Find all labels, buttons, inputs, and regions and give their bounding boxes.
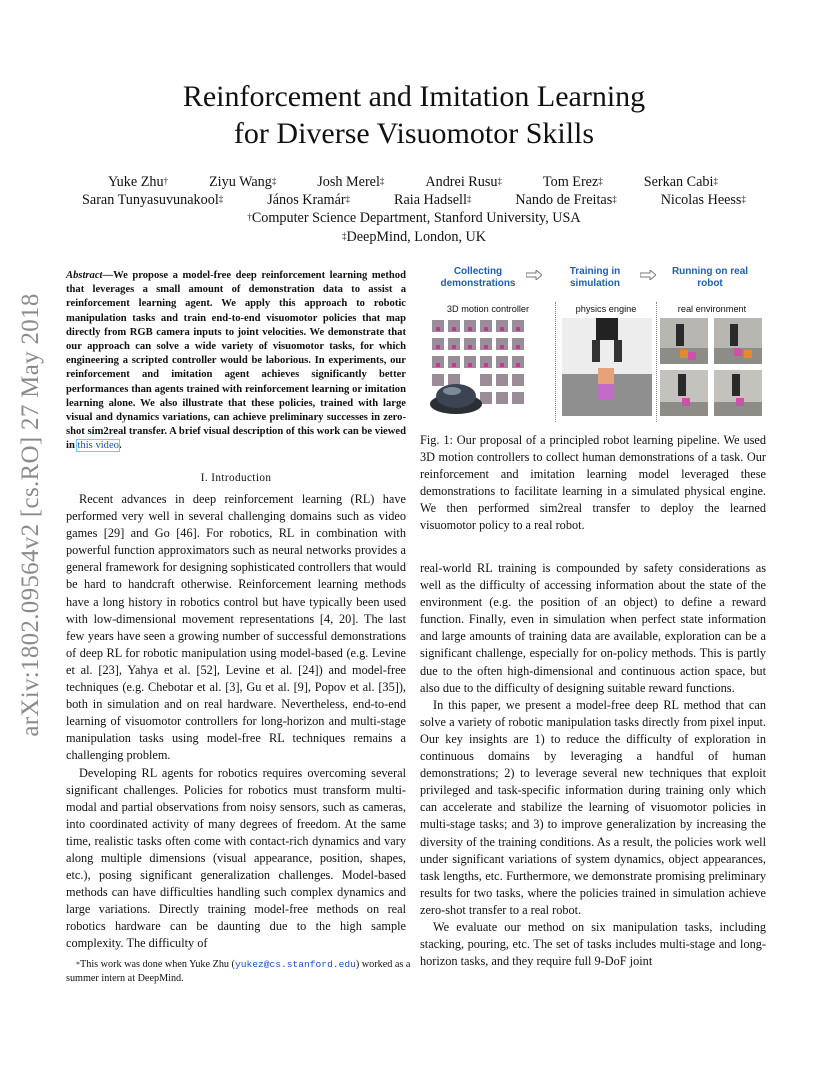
abstract: Abstract—We propose a model-free deep reinforcement learning method that leverages a small amount of demonstration data to assist a reinforcement learning agent. We apply this approach to robotic manipulation tasks and train end-to-end visuomotor policies that map directly from RGB camera inputs to joint velocities. We demonstrate that our approach can solve a wide variety of visuomotor tasks, for which engineering a scripted controller would be laborious. In experiments, our reinforcement and imitation agent achieves significantly better performances than agents trained with reinforcement learning or imitation learning alone. We also illustrate that these policies, trained with large visual and dynamics variations, can achieve preliminary successes in zero-shot sim2real transfer. A brief visual description of this work can be viewed in this video. (66, 270, 406, 452)
author: Ziyu Wang‡ (209, 174, 277, 190)
stage-running-on-real-robot: Running on real robot (671, 266, 749, 289)
abstract-label: Abstract (66, 270, 103, 281)
author-row-1 (108, 173, 718, 191)
real-robot-image (660, 318, 764, 416)
paper-title (0, 78, 828, 152)
affiliation-deepmind: ‡DeepMind, London, UK (342, 229, 486, 245)
author: Serkan Cabi‡ (643, 174, 718, 190)
abstract-text: —We propose a model-free deep reinforcement learning method that leverages a small amount of demonstration data to assist a reinforcement learning agent. We apply this approach to robotic manipulation tasks and train end-to-end visuomotor policies that map directly from RGB camera inputs to joint velocities. We demonstrate that our approach can solve a wide variety of visuomotor tasks, for which engineering a scripted controller would be laborious. In experiments, our reinforcement and imitation agent achieves significantly better performances than agents trained with reinforcement learning or imitation learning alone. We also illustrate that these policies, trained with large visual and dynamics variations, can achieve preliminary successes in zero-shot sim2real transfer. A brief visual description of this work can be viewed in (66, 270, 406, 452)
author: Andrei Rusu‡ (425, 174, 502, 190)
stage-training-in-simulation: Training in simulation (569, 266, 621, 289)
author: Saran Tunyasuvunakool‡ (82, 192, 224, 208)
right-column-body (420, 560, 766, 970)
footnote: *This work was done when Yuke Zhu (yukez@cs.stanford.edu) worked as a summer intern at DeepMind. (66, 959, 411, 984)
affiliation-stanford: †Computer Science Department, Stanford University, USA (247, 210, 581, 226)
author: Nicolas Heess‡ (660, 192, 746, 208)
simulation-image (562, 318, 652, 416)
section-heading-introduction: I. Introduction (200, 472, 272, 484)
label-real-environment: real environment (677, 304, 747, 314)
divider (656, 302, 657, 422)
author-row-2 (82, 191, 746, 209)
paragraph: Developing RL agents for robotics requires overcoming several significant challenges. Policies for robotics must transform multi-modal and partial observations from noisy sensors, such as cameras, into coordinated activity of many degrees of freedom. At the same time, realistic tasks often come with contact-rich dynamics and vary along multiple dimensions (visual appearance, position, shapes, etc.), posing significant generalization challenges. Model-based methods can have difficulties handling such complex dynamics and large variations. Directly training model-free methods on real robotics hardware can be daunting due to the high sample complexity. The difficulty of (66, 765, 406, 951)
video-link[interactable]: this video (77, 440, 119, 452)
arrow-right-icon (526, 270, 542, 280)
author-email: yukez@cs.stanford.edu (234, 959, 356, 970)
paragraph: Recent advances in deep reinforcement learning (RL) have performed very well in several challenging domains such as video games [29] and Go [46]. For robotics, RL in combination with powerful function approximators such as neural networks provides a general framework for designing sophisticated controllers that would be hard to handcraft otherwise. Reinforcement learning methods have a long history in robotics control but have typically been used with low-dimensional movement representations [4, 20]. The last few years have seen a growing number of successful demonstrations of deep RL for robotic manipulation using model-based (e.g. Levine et al. [23], Yahya et al. [52], Levine et al. [24]) and model-free techniques (e.g. Chebotar et al. [3], Gu et al. [9], Popov et al. [35]), both in simulation and on real hardware. Nevertheless, end-to-end learning of visuomotor controllers for long-horizon and multi-stage manipulation tasks using model-free RL techniques remains a challenging problem. (66, 492, 406, 763)
demonstrations-image (428, 318, 552, 416)
label-3d-motion-controller: 3D motion controller (446, 304, 530, 314)
divider (555, 302, 556, 422)
author: Josh Merel‡ (317, 174, 385, 190)
author: Yuke Zhu† (108, 174, 169, 190)
author: Nando de Freitas‡ (515, 192, 617, 208)
author: Raia Hadsell‡ (394, 192, 472, 208)
author: Tom Erez‡ (542, 174, 603, 190)
paragraph: real-world RL training is compounded by safety considerations as well as the difficulty of accessing information about the state of the environment (e.g. the position of an object) to define a reward function. Finally, even in simulation when perfect state information and large amounts of training data are available, exploration can be a significant challenge, especially for on-policy methods. This is partly due to the often high-dimensional and continuous action space, but also due to the difficulty of designing suitable reward functions. (420, 561, 766, 695)
title-line-1: Reinforcement and Imitation Learning (182, 80, 646, 113)
author: János Kramár‡ (267, 192, 351, 208)
figure-caption: Fig. 1: Our proposal of a principled robot learning pipeline. We used 3D motion controllers to collect human demonstrations of a task. Our reinforcement and imitation learning model leveraged these demonstrations to facilitate learning in a simulated physical engine. We then performed sim2real transfer to deploy the learned visuomotor policy to a real robot. (420, 433, 766, 532)
paragraph: In this paper, we present a model-free deep RL method that can solve a variety of robotic manipulation tasks directly from pixel input. Our key insights are 1) to reduce the difficulty of exploration in continuous domains by leveraging a handful of human demonstrations; 2) to leverage several new techniques that exploit privileged and task-specific information during training only which can accelerate and stabilize the learning of visuomotor policies in multi-stage tasks; and 3) to improve generalization by increasing the diversity of the training conditions. As a result, the policies work well under significant variations of system dynamics, object appearances, task lengths, etc. Furthermore, we demonstrate promising preliminary results for two tasks, where the policies trained in simulation achieve zero-shot transfer to a real robot. (420, 697, 766, 917)
title-line-2: for Diverse Visuomotor Skills (233, 117, 595, 150)
arrow-right-icon (640, 270, 656, 280)
arxiv-sidebar (13, 270, 49, 760)
arxiv-identifier: arXiv:1802.09564v2 [cs.RO] 27 May 2018 (17, 293, 44, 737)
stage-collecting-demonstrations: Collecting demonstrations (440, 266, 516, 289)
paragraph: We evaluate our method on six manipulation tasks, including stacking, pouring, etc. The set of tasks includes multi-stage and long-horizon tasks, and they require full 9-DoF joint (420, 919, 766, 969)
label-physics-engine: physics engine (575, 304, 637, 314)
introduction-body (66, 491, 406, 953)
figure-1 (420, 262, 766, 422)
